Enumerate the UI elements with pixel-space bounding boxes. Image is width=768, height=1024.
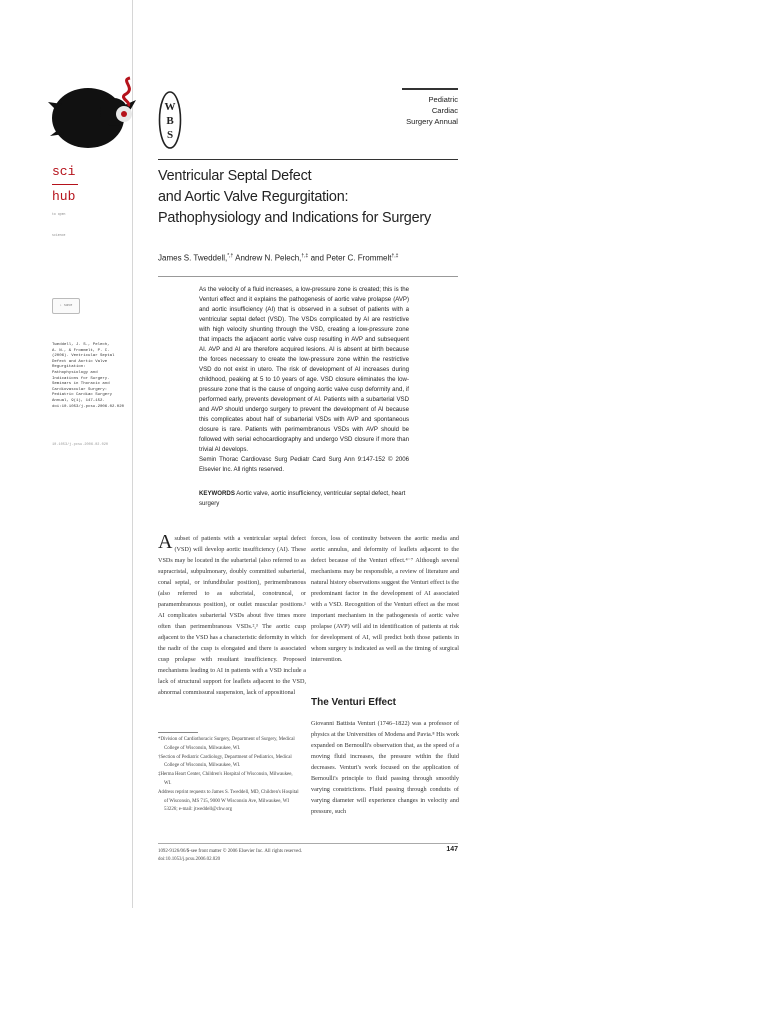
copyright-block bbox=[158, 848, 302, 864]
footnotes bbox=[158, 736, 300, 815]
bottom-rule bbox=[158, 843, 458, 844]
author-3: and Peter C. Frommelt bbox=[308, 253, 392, 263]
footnote-2: †Section of Pediatric Cardiology, Department of Pediatrics, Medical College of Wisconsin, Milwaukee, WI. bbox=[158, 754, 292, 769]
svg-text:B: B bbox=[166, 115, 174, 127]
tagline-line-1: to open bbox=[52, 212, 66, 216]
author-3-affil: †,‡ bbox=[391, 253, 399, 259]
author-1-affil: *,† bbox=[227, 253, 234, 259]
title-line-2: and Aortic Valve Regurgitation: bbox=[158, 189, 349, 205]
keywords bbox=[199, 489, 409, 509]
copyright-line: 1092-9126/06/$-see front matter © 2006 Elsevier Inc. All rights reserved. bbox=[158, 849, 303, 854]
author-1: James S. Tweddell, bbox=[158, 253, 228, 263]
body-column-3 bbox=[311, 718, 459, 817]
journal-line-1: Pediatric Cardiac bbox=[428, 95, 458, 115]
footnote-rule bbox=[158, 732, 198, 733]
journal-name bbox=[402, 88, 458, 127]
keywords-label: KEYWORDS bbox=[199, 490, 235, 497]
svg-text:W: W bbox=[164, 101, 176, 113]
scihub-brand[interactable] bbox=[52, 163, 78, 206]
abstract bbox=[199, 285, 409, 475]
author-2-affil: †,‡ bbox=[301, 253, 309, 259]
footnote-1: *Division of Cardiothoracic Surgery, Department of Surgery, Medical College of Wisconsin, Milwaukee, WI. bbox=[158, 737, 295, 751]
keywords-text: Aortic valve, aortic insufficiency, ventricular septal defect, heart surgery bbox=[199, 490, 406, 507]
drop-cap: A bbox=[158, 531, 173, 553]
section-heading: The Venturi Effect bbox=[311, 697, 397, 708]
brand-sci: sci bbox=[52, 163, 78, 185]
journal-line-2: Surgery Annual bbox=[406, 117, 458, 126]
body-column-2 bbox=[311, 533, 459, 665]
footnote-3: ‡Herma Heart Center, Children's Hospital of Wisconsin, Milwaukee, WI. bbox=[158, 772, 293, 786]
save-button[interactable]: ↓ save bbox=[52, 298, 80, 314]
body-text-1: subset of patients with a ventricular septal defect (VSD) will develop aortic insufficiency (AI). These VSDs may be located in the subarterial (also referred to as supracristal, subpulmonary, doubly committed subarterial, conal septal, or infundibular position), perimembranous (also referred to as subcristal, conotruncal, or paramembranous position), or outlet muscular positions.¹ AI complicates subarterial VSDs about five times more often than perimembranous VSDs.²,³ The aortic cusp adjacent to the VSD has a characteristic deformity in which the nadir of the cusp is elongated and there is associated cusp prolapse with resultant insufficiency. Proposed mechanisms leading to AI in patients with a VSD include a lack of structural support for leaflets adjacent to the VSD, abnormal commissural suspension, lack of appositional bbox=[158, 535, 306, 696]
doi-line: doi:10.1053/j.pcsu.2006.02.020 bbox=[158, 857, 221, 862]
body-text-3: Giovanni Battista Venturi (1746–1822) was a professor of physics at the Universities of Modena and Pavia.⁸ His work expanded on Bernoulli's observation that, as the speed of a moving fluid increases, the pressure within the fluid decreases. Venturi's work focused on the application of Bernoulli's principle to fluid passing through smoothly varying constrictions. Fluid passing through conduits of varying diameter will experience changes in velocity and pressure, such bbox=[311, 720, 459, 815]
author-2: Andrew N. Pelech, bbox=[233, 253, 302, 263]
body-text-2: forces, loss of continuity between the aortic media and aortic annulus, and deformity of leaflets adjacent to the defect because of the Venturi effect.⁴⁻⁷ Although several mechanisms may be responsible, a review of literature and natural history observations suggest the Venturi effect is the predominant factor in the development of AI associated with a VSD. Recognition of the Venturi effect as the most important mechanism in the pathogenesis of aortic valve prolapse (AVP) will aid in identification of patients at risk for development of AI, will predict both those patients in whom surgery is indicated as well as the timing of surgical intervention. bbox=[311, 535, 459, 663]
article-title bbox=[158, 166, 458, 229]
scihub-sidebar bbox=[0, 0, 133, 908]
header-rule bbox=[158, 159, 458, 160]
page-number: 147 bbox=[446, 846, 458, 853]
wbs-publisher-logo-icon bbox=[158, 90, 182, 150]
title-line-3: Pathophysiology and Indications for Surgery bbox=[158, 210, 431, 226]
author-list bbox=[158, 253, 458, 263]
brand-hub: hub bbox=[52, 189, 76, 204]
tagline-line-2: science bbox=[52, 233, 66, 237]
doi-link[interactable]: 10.1053/j.pcsu.2006.02.020 bbox=[52, 443, 109, 447]
abstract-rule bbox=[158, 276, 458, 277]
abstract-text: As the velocity of a fluid increases, a low-pressure zone is created; this is the Venturi effect and it explains the pathogenesis of aortic valve prolapse (AVP) and aortic insufficiency (AI) that is observed in a subset of patients with a ventricular septal defect (VSD). The VSDs complicated by AI are restrictive with high velocity shunting through the VSD, creating a low-pressure zone that impacts the adjacent aortic valve cusp resulting in AVP and subsequent AI. AVP and AI are therefore acquired lesions. AI is absent at birth because the forces necessary to create the low-pressure zone within the restrictive VSD do not exist in utero. The risk of development of AI increases during childhood, peaking at 5 to 10 years of age. VSD closure eliminates the low-pressure zone that is the cause of ongoing aortic valve cusp deformity and, if performed early, prevents development of AI. Patients with a subarterial VSD and AVP should undergo surgery to prevent the development of AI because this complicates about half of subarterial VSDs with AVP and spontaneous closure is rare. Patients with perimembranous VSDs with AVP should be followed with serial echocardiography and undergo VSD closure if more than trivial AI develops. bbox=[199, 286, 409, 453]
body-column-1 bbox=[158, 533, 306, 698]
scihub-raven-logo-icon[interactable] bbox=[48, 70, 140, 160]
citation-text: Tweddell, J. S., Pelech, A. N., & Frommelt, P. C. (2006). Ventricular Septal Defect and Aortic Valve Regurgitation: Pathophysiology and Indications for Surgery. Seminars in Thoracic and Cardiovascular Surgery: Pediatric Cardiac Surgery Annual, 9(1), 147–152. doi:10.1053/j.pcsu.2006.02.020 bbox=[52, 343, 125, 409]
article-page bbox=[148, 80, 458, 880]
footnote-4: Address reprint requests to James S. Tweddell, MD, Children's Hospital of Wisconsin, MS 715, 9000 W Wisconsin Ave, Milwaukee, WI 53226; e-mail: jtweddell@chw.org bbox=[158, 789, 299, 813]
title-line-1: Ventricular Septal Defect bbox=[158, 168, 312, 184]
svg-text:S: S bbox=[166, 129, 174, 141]
abstract-citation: Semin Thorac Cardiovasc Surg Pediatr Card Surg Ann 9:147-152 © 2006 Elsevier Inc. All rights reserved. bbox=[199, 456, 409, 473]
